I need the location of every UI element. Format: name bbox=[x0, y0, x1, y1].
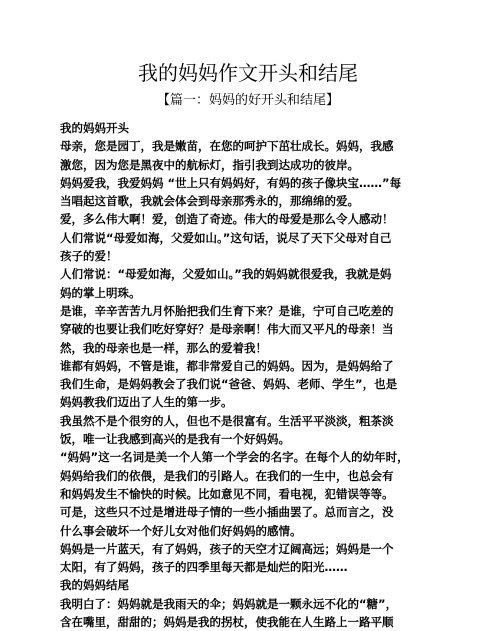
text-line: 妈妈爱我，我爱妈妈 “世上只有妈妈好，有妈的孩子像块宝……”每 bbox=[60, 175, 402, 190]
text-line: 和妈妈发生不愉快的时候。比如意见不同，看电视，犯错误等等。 bbox=[60, 486, 394, 501]
text-line: 妈的掌上明珠。 bbox=[60, 285, 141, 300]
text-line: 我们生命，是妈妈教会了我们说“爸爸、妈妈、老师、学生”，也是 bbox=[60, 377, 398, 392]
text-line: 爱，多么伟大啊！爱，创造了奇迹。伟大的母爱是那么令人感动！ bbox=[60, 212, 394, 227]
text-line: 穿破的也要让我们吃好穿好？是母亲啊！伟大而又平凡的母亲！当 bbox=[60, 322, 394, 337]
section-subtitle: 【篇一：妈妈的好开头和结尾】 bbox=[156, 93, 339, 108]
text-line: 母亲，您是园丁，我是嫩苗，在您的呵护下茁壮成长。妈妈，我感 bbox=[60, 139, 394, 154]
text-line: 我明白了：妈妈就是我雨天的伞；妈妈就是一颗永远不化的“糖”， bbox=[60, 596, 398, 611]
text-line: “妈妈”这一名词是美一个人第一个学会的名字。在每个人的幼年时， bbox=[60, 450, 409, 465]
text-line: 饭，唯一让我感到高兴的是我有一个好妈妈。 bbox=[60, 432, 290, 447]
text-line: 什么事会破坏一个好儿女对他们好妈妈的感情。 bbox=[60, 523, 302, 538]
text-line: 妈妈是一片蓝天，有了妈妈，孩子的天空才辽阔高远；妈妈是一个 bbox=[60, 541, 394, 556]
text-line: 谁都有妈妈，不管是谁，都非常爱自己的妈妈。因为，是妈妈给了 bbox=[60, 358, 394, 373]
text-line: 人们常说“母爱如海，父爱如山。”这句话，说尽了天下父母对自己 bbox=[60, 230, 392, 245]
article-body bbox=[60, 119, 440, 631]
text-line: 妈妈给我们的依偎，是我们的引路人。在我们的一生中，也总会有 bbox=[60, 468, 394, 483]
text-line: 激您，因为您是黑夜中的航标灯，指引我到达成功的彼岸。 bbox=[60, 157, 359, 172]
text-line: 太阳，有了妈妈，孩子的四季里每天都是灿烂的阳光…… bbox=[60, 560, 348, 575]
text-line: 妈妈教我们迈出了人生的第一步。 bbox=[60, 395, 233, 410]
text-line: 我的妈妈结尾 bbox=[60, 578, 129, 593]
text-line: 我虽然不是个很穷的人，但也不是很富有。生活平平淡淡，粗茶淡 bbox=[60, 413, 394, 428]
text-line: 我的妈妈开头 bbox=[60, 121, 129, 135]
text-line: 含在嘴里，甜甜的；妈妈是我的拐杖，使我能在人生路上一路平顺 bbox=[60, 615, 394, 630]
text-line: 人们常说：“母爱如海，父爱如山。”我的妈妈就很爱我，我就是妈 bbox=[60, 267, 392, 282]
text-line: 可是，这些只不过是增进母子情的一些小插曲罢了。总而言之，没 bbox=[60, 505, 394, 520]
text-line: 是谁，辛辛苦苦九月怀胎把我们生育下来？是谁，宁可自己吃差的 bbox=[60, 303, 394, 318]
text-line: 孩子的爱！ bbox=[60, 249, 118, 264]
text-line: 然，我的母亲也是一样，那么的爱着我！ bbox=[60, 340, 267, 355]
text-line: 当唱起这首歌，我就会体会到母亲那秀永的，那绵绵的爱。 bbox=[60, 194, 359, 209]
page-title: 我的妈妈作文开头和结尾 bbox=[138, 61, 358, 85]
